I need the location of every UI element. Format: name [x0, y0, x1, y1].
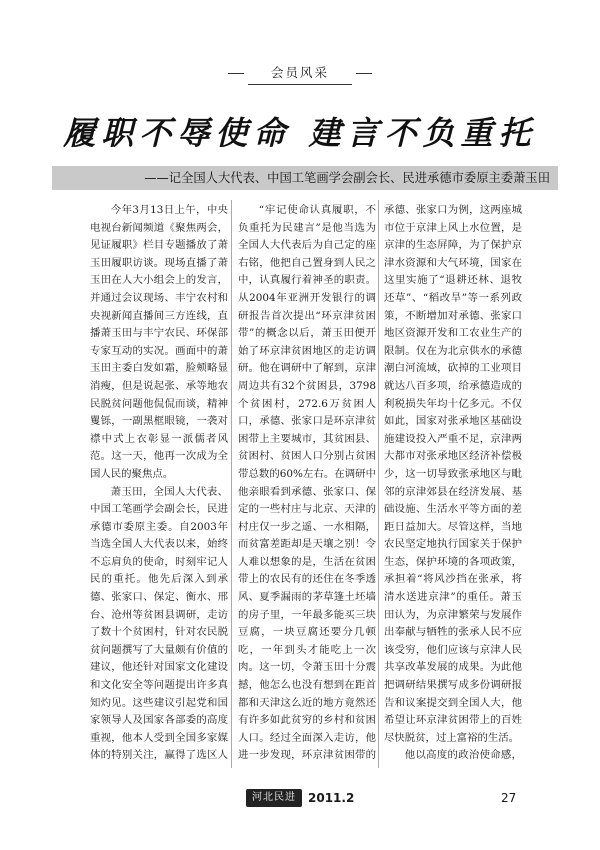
paragraph: 萧玉田，全国人大代表、中国工笔画学会副会长，民进承德市委原主委。自2003年当选全国人大代表以来，始终不忘肩负的使命，时刻牢记人民的重托。他先后深入到承德、张家口、保定、衡水、邢台、沧州等贫困县调研，走访了数十个贫困村，针对农民脱贫问题撰写了大量颇有价值的建议，他还针对国家文化建设和文化安全等问题提出许多真知灼见。这些建议引起党和国家领导人及国家各部委的高度重视，他本人受到全国多家媒体的特别关注，赢得了选区人: [90, 485, 228, 762]
text-column-3: [384, 202, 522, 766]
paragraph: 他以高度的政治使命感，: [404, 749, 522, 762]
text-column-2: [238, 202, 376, 766]
section-tag: 会员风采: [248, 62, 352, 85]
paragraph: 今年3月13日上午，中央电视台新闻频道《聚焦两会，见证履职》栏目专题播放了萧玉田履职访谈。现场直播了萧玉田在人大小组会上的发言，并通过会议现场、丰宁农村和央视新闻直播间三方连线，直播萧玉田与丰宁农民、环保部专家互动的实况。画面中的萧玉田主委白发如霜，脸颊略显消瘦，但是说起张、承等地农民脱贫问题他侃侃而谈，精神矍铄，一副黑框眼镜，一袭对襟中式上衣彰显一派儒者风范。这一天，他再一次成为全国人民的聚焦点。: [90, 204, 228, 480]
subtitle-bar: [52, 166, 558, 190]
text-column-1: [90, 202, 228, 766]
magazine-badge: 河北民进: [246, 789, 302, 807]
issue-number: 2011.2: [308, 791, 355, 805]
paragraph: 承德、张家口为例，这两座城市位于京津上风上水位置，是京津的生态屏障，为了保护京津水资源和大气环境，国家在这里实施了“退耕还林、退牧还草”、“稻改旱”等一系列政策，不断增加对承德、张家口地区资源开发和工农业生产的限制。仅在为北京供水的承德潮白河流域，砍掉的工业项目就达八百多项，给承德造成的利税损失年均十亿多元。不仅如此，国家对张承地区基础设施建设投入严重不足，京津两大都市对张承地区经济补偿极少，这一切导致张承地区与毗邻的京津郊县在经济发展、基础设施、生活水平等方面的差距日益加大。尽管这样，当地农民坚定地执行国家关于保护生态，保护环境的各项政策，承担着“将风沙挡在张承，将清水送进京津”的重任。萧玉田认为，为京津繁荣与发展作出奉献与牺牲的张承人民不应该受穷，他们应该与京津人民共享改革发展的成果。为此他把调研结果撰写成多份调研报告和议案提交到全国人大，他希望让环京津贫困带上的百姓尽快脱贫，过上富裕的生活。: [384, 204, 522, 744]
column-divider: [378, 200, 379, 768]
article-subtitle: ——记全国人大代表、中国工笔画学会副会长、民进承德市委原主委萧玉田: [144, 171, 550, 185]
paragraph: “牢记使命认真履职，不负重托为民建言”是他当选为全国人大代表后为自己定的座右铭，他把自己置身到人民之中，认真履行着神圣的职责。从2004年亚洲开发银行的调研报告首次提出“环京津贫困带”的概念以后，萧玉田便开始了环京津贫困地区的走访调研。他在调研中了解到，京津周边共有32个贫困县，3798个贫困村，272.6万贫困人口，承德、张家口是环京津贫困带上主要城市，其贫困县、贫困村、贫困人口分别占贫困带总数的60%左右。在调研中他亲眼看到承德、张家口、保定的一些村庄与北京、天津的村庄仅一步之遥、一水相隔，而贫富差距却是天壤之别！令人难以想象的是，生活在贫困带上的农民有的还住在冬季透风、夏季漏雨的茅草篷土坯墙的房子里，一年最多能买三块豆腐，一块豆腐还要分几顿吃，一年到头才能吃上一次肉。这一切，令萧玉田十分震撼，他怎么也没有想到在距首都和天津这么近的地方竟然还有许多如此贫穷的乡村和贫困人口。经过全面深入走访，他进一步发现，环京津贫困带的: [238, 204, 376, 762]
page-number: 27: [501, 791, 517, 805]
column-divider: [231, 200, 232, 768]
article-title: 履职不辱使命 建言不负重托: [63, 114, 537, 152]
